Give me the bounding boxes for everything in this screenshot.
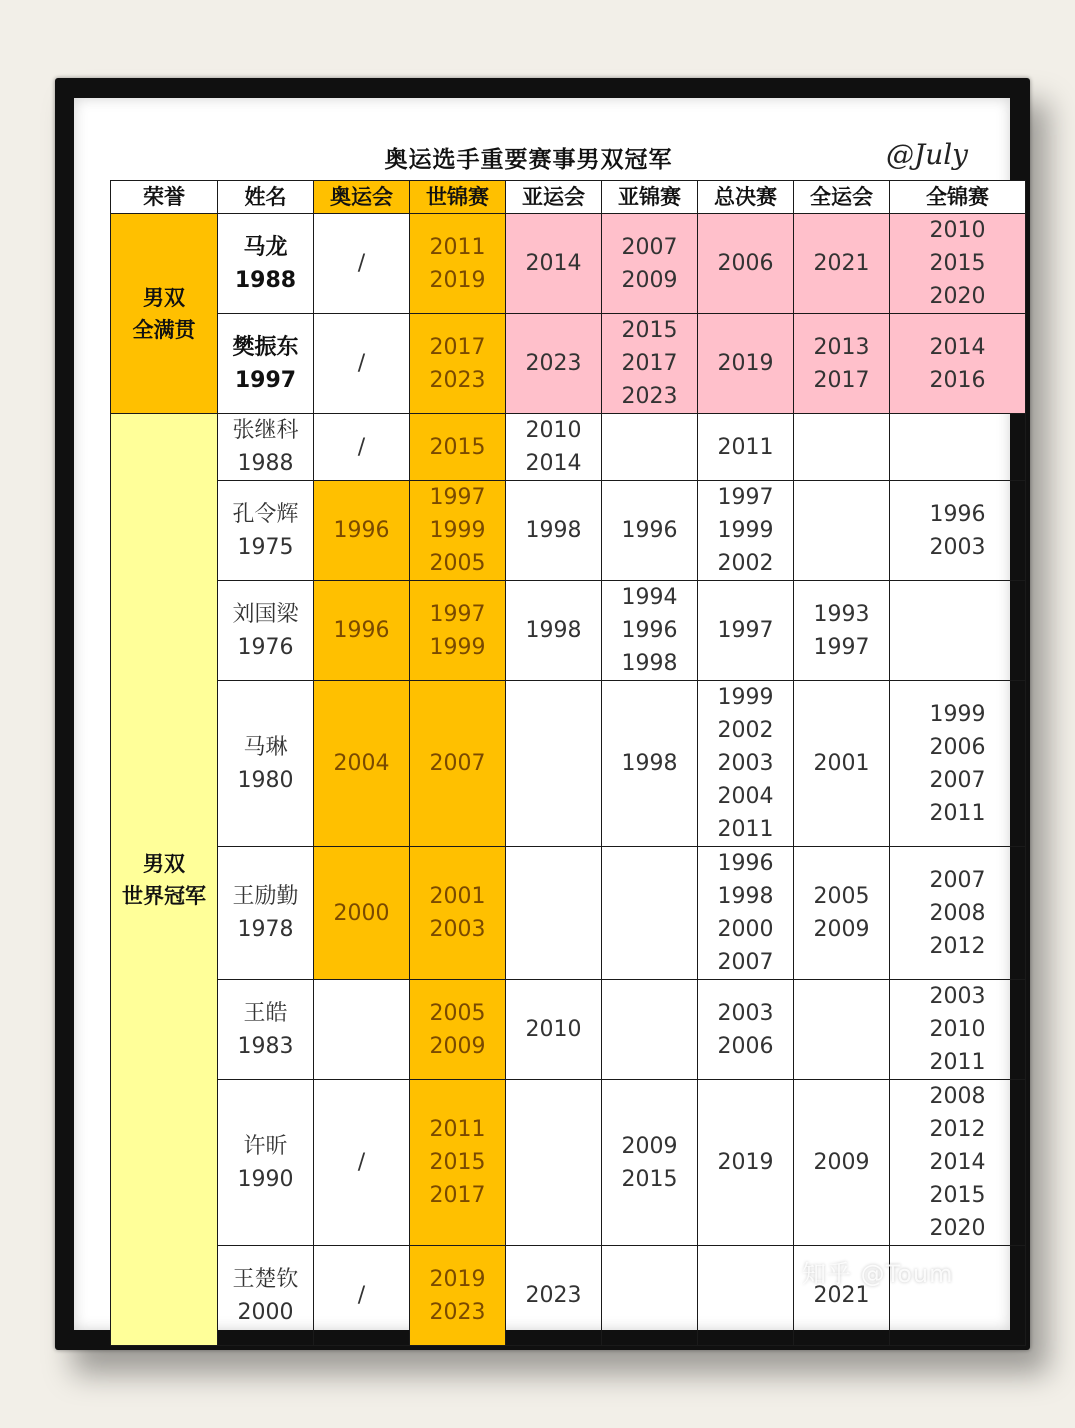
header-national-championships: 全锦赛 [890,181,1026,214]
result-cell: 2009 [794,1080,890,1246]
header-world-championships: 世锦赛 [410,181,506,214]
table-sheet [110,134,989,1325]
result-cell: 1998 [506,581,602,681]
result-cell: 1997 [698,581,794,681]
result-cell: 2003 2010 2011 [890,980,1026,1080]
result-cell: 2011 2019 [410,214,506,314]
result-cell: 1994 1996 1998 [602,581,698,681]
player-name-cell: 张继科 1988 [218,414,314,481]
result-cell [602,414,698,481]
result-cell: / [314,214,410,314]
player-name-cell: 樊振东 1997 [218,314,314,414]
result-cell: 1996 [314,581,410,681]
result-cell: 2014 2016 [890,314,1026,414]
header-honor: 荣誉 [111,181,218,214]
result-cell: 2011 [698,414,794,481]
result-cell: / [314,414,410,481]
result-cell: 2019 [698,314,794,414]
result-cell [506,1080,602,1246]
result-cell: / [314,1246,410,1346]
result-cell: 2023 [506,314,602,414]
header-asian-championships: 亚锦赛 [602,181,698,214]
header-asian-games: 亚运会 [506,181,602,214]
result-cell: 2001 2003 [410,847,506,980]
player-name-cell: 马龙 1988 [218,214,314,314]
table-row [111,414,1026,481]
player-name-cell: 王楚钦 2000 [218,1246,314,1346]
result-cell [602,847,698,980]
header-row [111,181,1026,214]
result-cell: 2008 2012 2014 2015 2020 [890,1080,1026,1246]
result-cell: 1998 [506,481,602,581]
player-name-cell: 孔令辉 1975 [218,481,314,581]
table-row [111,214,1026,314]
header-finals: 总决赛 [698,181,794,214]
result-cell [506,681,602,847]
result-cell: 2004 [314,681,410,847]
group-world-champion: 男双 世界冠军 [111,414,218,1346]
result-cell: / [314,314,410,414]
result-cell: 2013 2017 [794,314,890,414]
result-cell [602,1246,698,1346]
result-cell: 2007 2009 [602,214,698,314]
table-row [111,847,1026,980]
page-title: 奥运选手重要赛事男双冠军 [384,146,673,173]
player-name-cell: 刘国梁 1976 [218,581,314,681]
table-row [111,481,1026,581]
result-cell: 2015 [410,414,506,481]
result-cell: 1999 2002 2003 2004 2011 [698,681,794,847]
result-cell: 2010 2015 2020 [890,214,1026,314]
result-cell: 2009 2015 [602,1080,698,1246]
header-olympics: 奥运会 [314,181,410,214]
result-cell: 1993 1997 [794,581,890,681]
result-cell: 2019 2023 [410,1246,506,1346]
player-name-cell: 许昕 1990 [218,1080,314,1246]
result-cell [698,1246,794,1346]
result-cell: 2021 [794,214,890,314]
result-cell: 2021 [794,1246,890,1346]
result-cell: 1996 [602,481,698,581]
table-row [111,980,1026,1080]
result-cell: 2023 [506,1246,602,1346]
result-cell: 1996 1998 2000 2007 [698,847,794,980]
player-name-cell: 王励勤 1978 [218,847,314,980]
result-cell: 1996 [314,481,410,581]
result-cell: 2000 [314,847,410,980]
result-cell: 2007 [410,681,506,847]
result-cell: / [314,1080,410,1246]
table-row [111,581,1026,681]
author-signature: @July [885,138,968,171]
result-cell: 2006 [698,214,794,314]
result-cell: 1997 1999 2005 [410,481,506,581]
result-cell: 2010 2014 [506,414,602,481]
result-cell [890,581,1026,681]
watermark: 知乎 @Toum [802,1260,954,1288]
result-cell: 2015 2017 2023 [602,314,698,414]
result-cell: 1997 1999 2002 [698,481,794,581]
result-cell: 1997 1999 [410,581,506,681]
header-national-games: 全运会 [794,181,890,214]
result-cell: 2017 2023 [410,314,506,414]
result-cell [890,414,1026,481]
champions-table [110,180,1026,1346]
result-cell [794,414,890,481]
result-cell [314,980,410,1080]
result-cell [506,847,602,980]
result-cell: 1996 2003 [890,481,1026,581]
table-row [111,681,1026,847]
result-cell: 2011 2015 2017 [410,1080,506,1246]
result-cell [794,980,890,1080]
player-name-cell: 马琳 1980 [218,681,314,847]
group-grand-slam: 男双 全满贯 [111,214,218,414]
result-cell: 2003 2006 [698,980,794,1080]
result-cell: 2007 2008 2012 [890,847,1026,980]
result-cell: 2001 [794,681,890,847]
result-cell: 2005 2009 [794,847,890,980]
result-cell: 2005 2009 [410,980,506,1080]
table-row [111,1080,1026,1246]
result-cell: 2019 [698,1080,794,1246]
result-cell: 2014 [506,214,602,314]
result-cell [602,980,698,1080]
table-row [111,314,1026,414]
result-cell: 1998 [602,681,698,847]
player-name-cell: 王皓 1983 [218,980,314,1080]
result-cell: 2010 [506,980,602,1080]
header-name: 姓名 [218,181,314,214]
result-cell [794,481,890,581]
title-bar [110,134,972,180]
result-cell: 1999 2006 2007 2011 [890,681,1026,847]
